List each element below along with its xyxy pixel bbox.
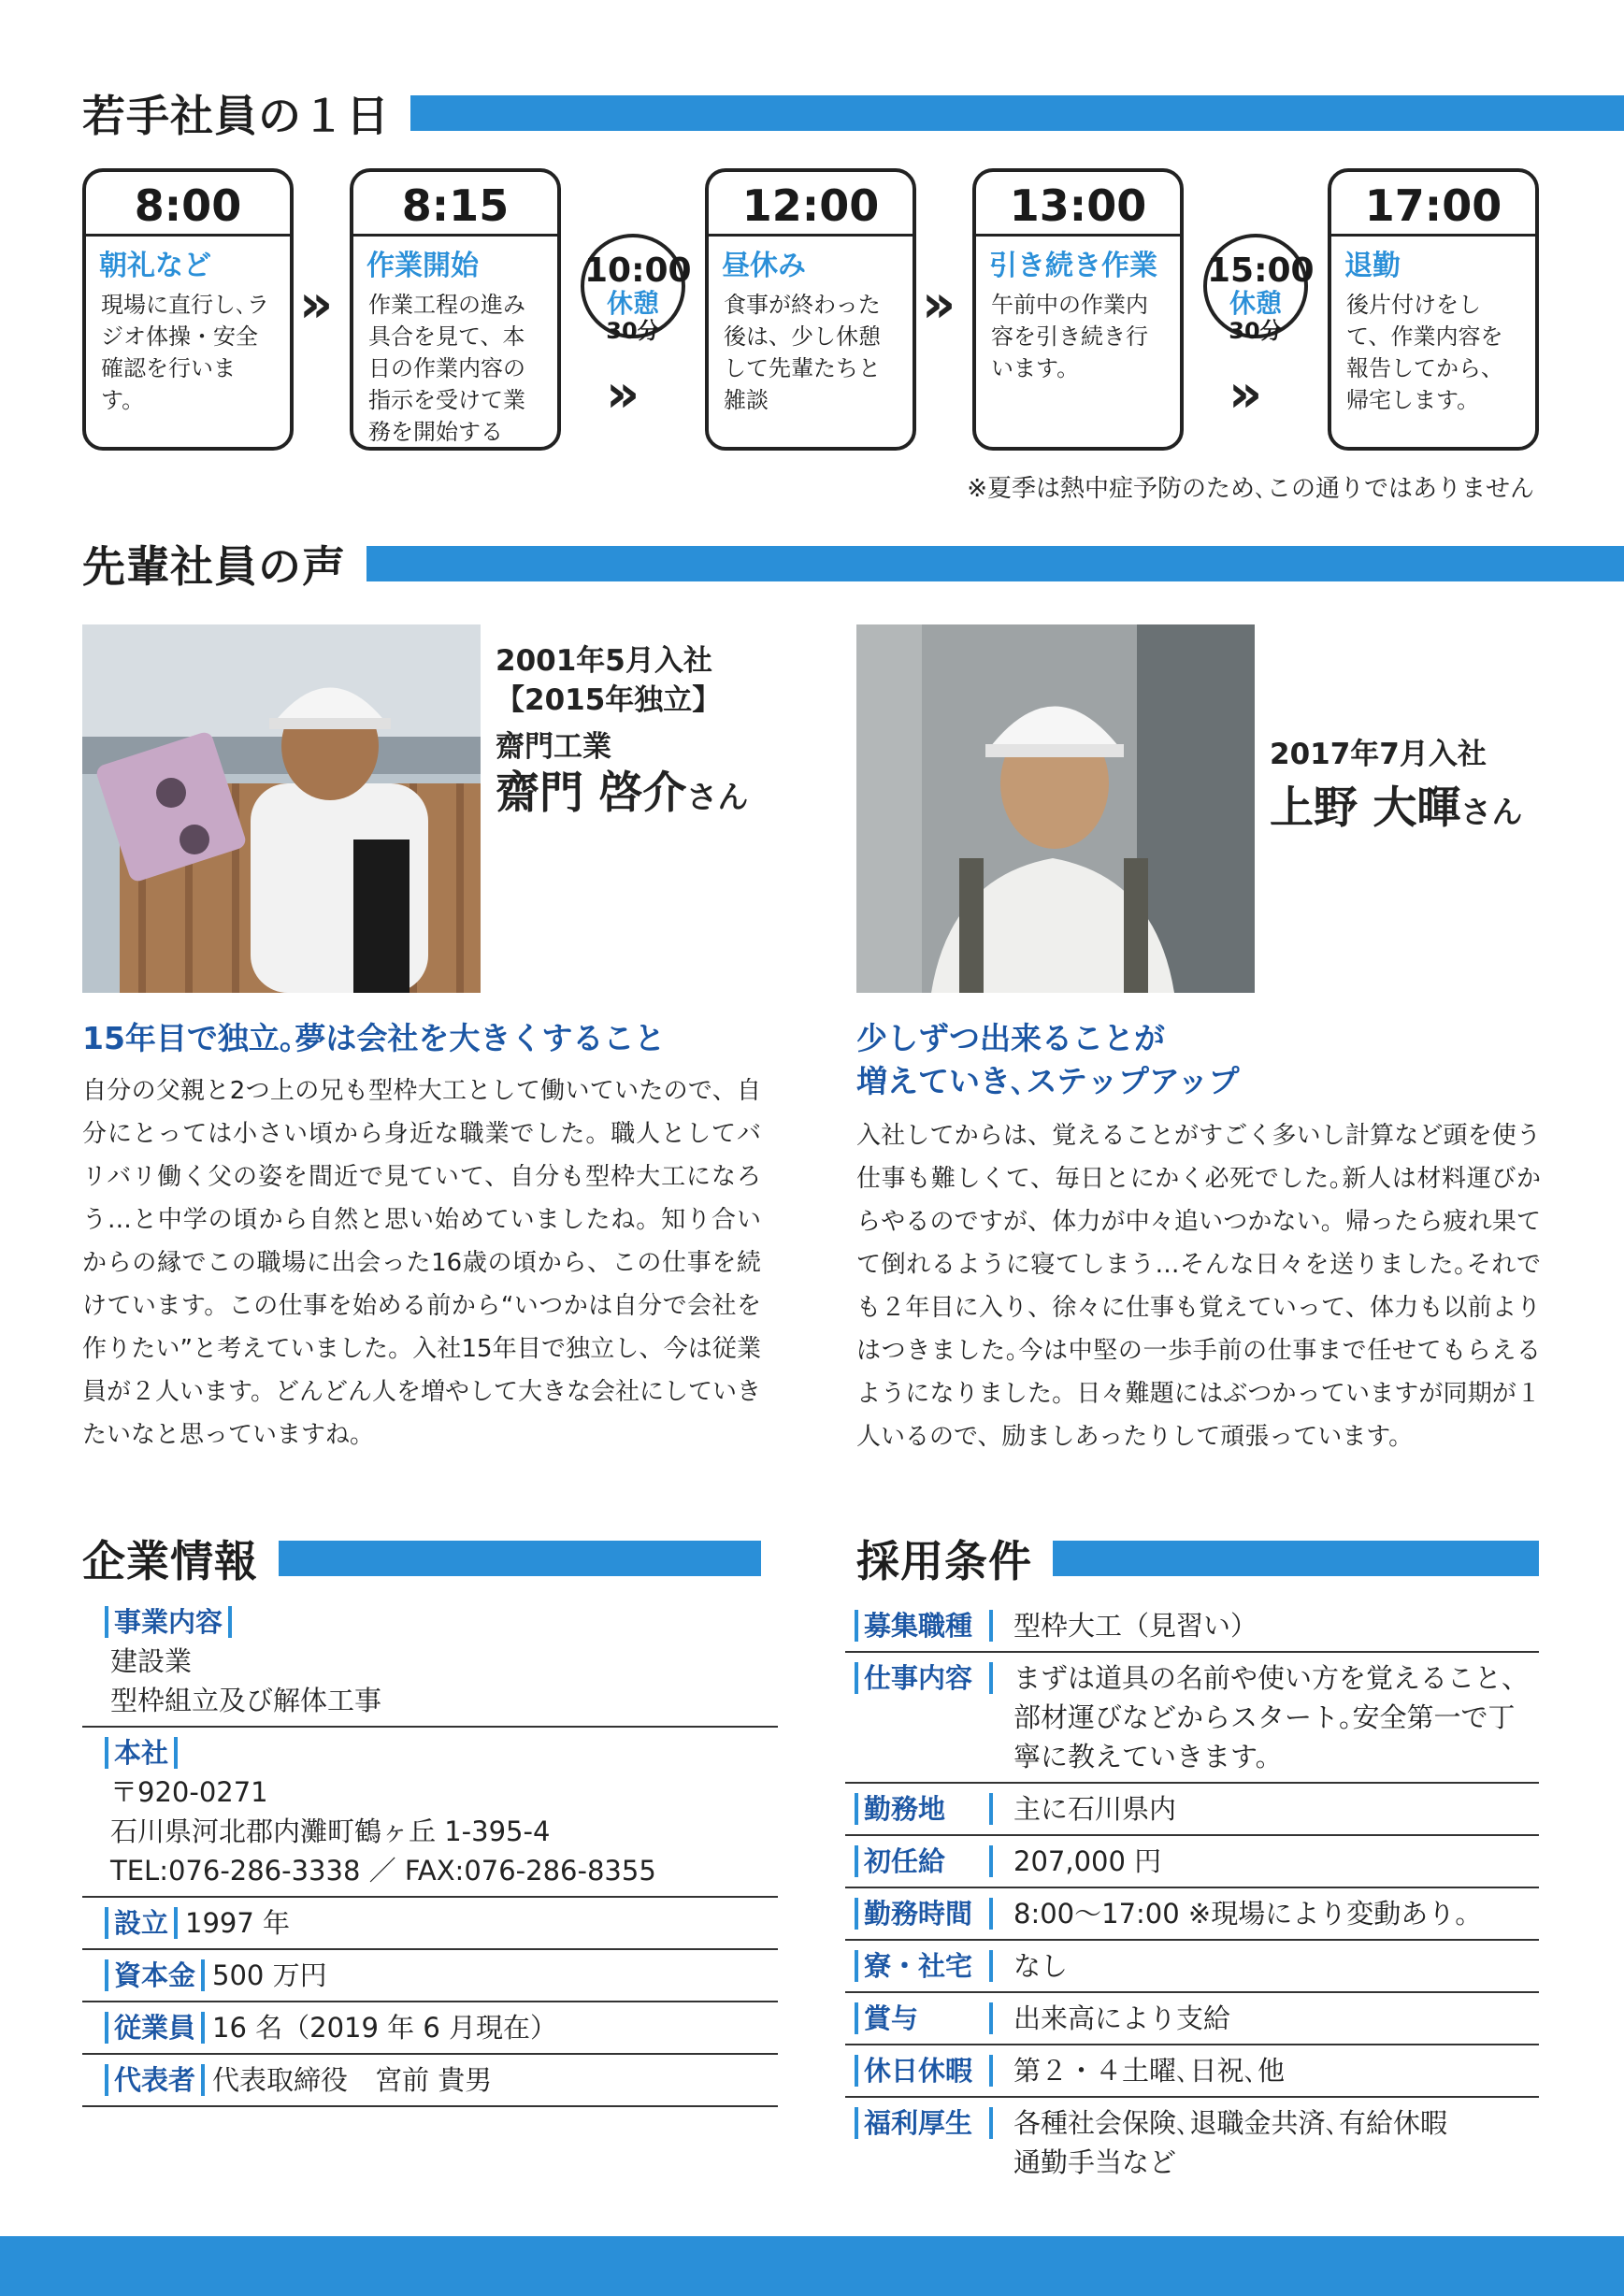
info-value [993,2103,1447,2182]
info-row [82,2002,778,2055]
info-value: 出来高により支給 [1013,2002,1231,2034]
timeline-time: 13:00 [1009,180,1147,231]
recruit-table [845,1600,1539,2188]
info-value: 建設業 [110,1645,193,1677]
info-row [845,1993,1539,2045]
employee-name-line [1270,782,1522,839]
section-divider-bar [279,1541,761,1576]
employee-photo [856,624,1255,993]
info-row [82,1728,778,1898]
info-row [845,2098,1539,2188]
section-divider-bar [410,95,1624,131]
chevron-right-icon: » [606,364,640,424]
timeline-time: 8:15 [401,180,510,231]
info-value: 207,000 円 [1013,1845,1162,1877]
info-label: 設立 [105,1907,178,1939]
voice-headline-line: 増えていき､ステップアップ [856,1063,1240,1099]
info-value: まずは道具の名前や使い方を覚えること、部材運びなどからスタート｡安全第一で丁寧に教えていきます。 [1013,1662,1530,1772]
timeline-time: 8:00 [134,180,242,231]
info-value: TEL:076-286-3338 ／ FAX:076-286-8355 [110,1855,656,1887]
voice-body: 自分の父親と2つ上の兄も型枠大工として働いていたので、自分にとっては小さい頃から身近な職業でした。職人としてバリバリ働く父の姿を間近で見ていて、自分も型枠大工になろう…と中学の頃から自然と思い始めていましたね。知り合いからの縁でこの職場に出会った16歳の頃から、この仕事を続けています。この仕事を始める前から“いつかは自分で会社を作りたい”と考えていました。入社15年目で独立し、今は従業員が２人います。どんどん人を増やして大きな会社にしていきたいなと思っていますね。 [82,1077,761,1449]
info-value-line: 各種社会保険､退職金共済､有給休暇 [1013,2107,1448,2139]
timeline-title: 引き続き作業 [989,250,1157,282]
join-date: 2001年5月入社 [496,644,712,678]
info-row [845,1784,1539,1836]
employee-photo [82,624,481,993]
info-label: 事業内容 [105,1606,232,1638]
break-badge [1203,234,1315,344]
timeline-card [705,168,916,451]
info-label: 勤務時間 [855,1898,993,1930]
break-badge [581,234,692,344]
info-label: 福利厚生 [855,2107,993,2139]
timeline-desc: 後片付けをして、作業内容を報告してから、帰宅します。 [1346,292,1503,413]
info-row [845,1653,1539,1784]
info-value: なし [1013,1950,1069,1982]
info-value-line: 通勤手当など [1013,2146,1177,2178]
info-label: 資本金 [105,1959,205,1991]
info-label: 初任給 [855,1845,993,1877]
info-label: 従業員 [105,2012,205,2044]
employee-name: 齋門 啓介 [496,768,687,819]
info-row [82,1950,778,2002]
info-row [82,2055,778,2107]
info-value: 〒920-0271 [110,1776,268,1808]
break-time: 15:00 [1207,251,1315,290]
info-row [845,2045,1539,2098]
info-row [845,1941,1539,1993]
info-value: 型枠大工（見習い） [1013,1610,1258,1642]
info-row [845,1888,1539,1941]
break-time: 10:00 [584,251,692,290]
section-title: 採用条件 [856,1536,1032,1586]
info-label: 代表者 [105,2064,205,2096]
timeline-card [1328,168,1539,451]
timeline-desc: 現場に直行し､ラジオ体操・安全確認を行います。 [101,292,269,413]
timeline-title: 朝礼など [99,250,211,282]
break-label: 休憩 [1229,288,1282,319]
voice-headline-line: 少しずつ出来ることが [856,1020,1165,1056]
info-label: 寮・社宅 [855,1950,993,1982]
timeline-desc: 食事が終わった後は、少し休憩して先輩たちと雑談 [724,292,881,413]
independence-note: 【2015年独立】 [496,683,722,717]
section-day-header [82,82,1624,144]
voice-headline: 15年目で独立｡夢は会社を大きくすること [82,1020,666,1056]
timeline-desc: 午前中の作業内容を引き続き行います。 [991,292,1148,381]
info-value: 500 万円 [212,1959,327,1991]
voice-headline [856,1017,1240,1103]
timeline-card [350,168,561,451]
section-title: 先輩社員の声 [82,541,346,592]
construction-worker-photo [856,624,1255,993]
section-voices-header [82,533,1624,595]
section-divider-bar [1053,1541,1539,1576]
info-row [845,1836,1539,1888]
section-divider-bar [366,546,1624,581]
chevron-right-icon: » [299,274,334,335]
chevron-right-icon: » [922,274,956,335]
honorific: さん [686,779,749,815]
info-value: 石川県河北郡内灘町鶴ヶ丘 1-395-4 [110,1815,551,1847]
info-value: 第２・４土曜､日祝､他 [1013,2055,1286,2087]
join-date: 2017年7月入社 [1270,738,1487,771]
info-label: 仕事内容 [855,1662,993,1694]
employee-name: 上野 大暉 [1270,782,1461,834]
construction-worker-photo [82,624,481,993]
timeline-card [82,168,294,451]
timeline-time: 17:00 [1364,180,1502,231]
honorific: さん [1460,794,1523,830]
info-row [82,1898,778,1950]
section-recruit-header [856,1528,1539,1589]
info-value: 主に石川県内 [1013,1793,1177,1825]
info-value: 1997 年 [185,1907,291,1939]
timeline-title: 退勤 [1344,250,1401,282]
employee-meta [1270,735,1522,839]
section-company-header [82,1528,761,1589]
info-label: 賞与 [855,2002,993,2034]
info-value: 8:00〜17:00 ※現場により変動あり。 [1013,1898,1483,1930]
info-value: 型枠組立及び解体工事 [110,1685,382,1716]
section-title: 企業情報 [82,1536,258,1586]
voice-body: 入社してからは、覚えることがすごく多いし計算など頭を使う仕事も難しくて、毎日とにかく必死でした｡新人は材料運びからやるのですが、体力が中々追いつかない。帰ったら疲れ果てて倒れるように寝てしまう…そんな日々を送りました｡それでも２年目に入り、徐々に仕事も覚えていって、体力も以前よりはつきました｡今は中堅の一歩手前の仕事まで任せてもらえるようになりました。日々難題にはぶつかっていますが同期が１人いるので、励ましあったりして頑張っています。 [856,1122,1541,1451]
timeline-time: 12:00 [741,180,880,231]
break-minutes: 30分 [606,318,660,344]
timeline-desc: 作業工程の進み具合を見て、本日の作業内容の指示を受けて業務を開始する [368,292,525,445]
timeline-note: ※夏季は熱中症予防のため､この通りではありません [967,475,1534,503]
info-row [82,1597,778,1728]
info-label: 募集職種 [855,1610,993,1642]
section-title: 若手社員の１日 [82,91,390,141]
employee-meta [496,641,748,825]
chevron-right-icon: » [1229,364,1263,424]
break-label: 休憩 [606,288,659,319]
info-value: 代表取締役 宮前 貴男 [212,2064,493,2096]
timeline-title: 作業開始 [366,250,479,282]
info-row [845,1600,1539,1653]
footer-bar [0,2236,1624,2296]
break-minutes: 30分 [1229,318,1283,344]
employee-name-line [496,767,748,825]
company-info-table [82,1597,778,2107]
timeline-card [972,168,1184,451]
info-value: 16 名（2019 年 6 月現在） [212,2012,558,2044]
info-label: 本社 [105,1737,178,1769]
info-label: 休日休暇 [855,2055,993,2087]
info-label: 勤務地 [855,1793,993,1825]
timeline-title: 昼休み [722,250,806,282]
company-name: 齋門工業 [496,730,611,764]
